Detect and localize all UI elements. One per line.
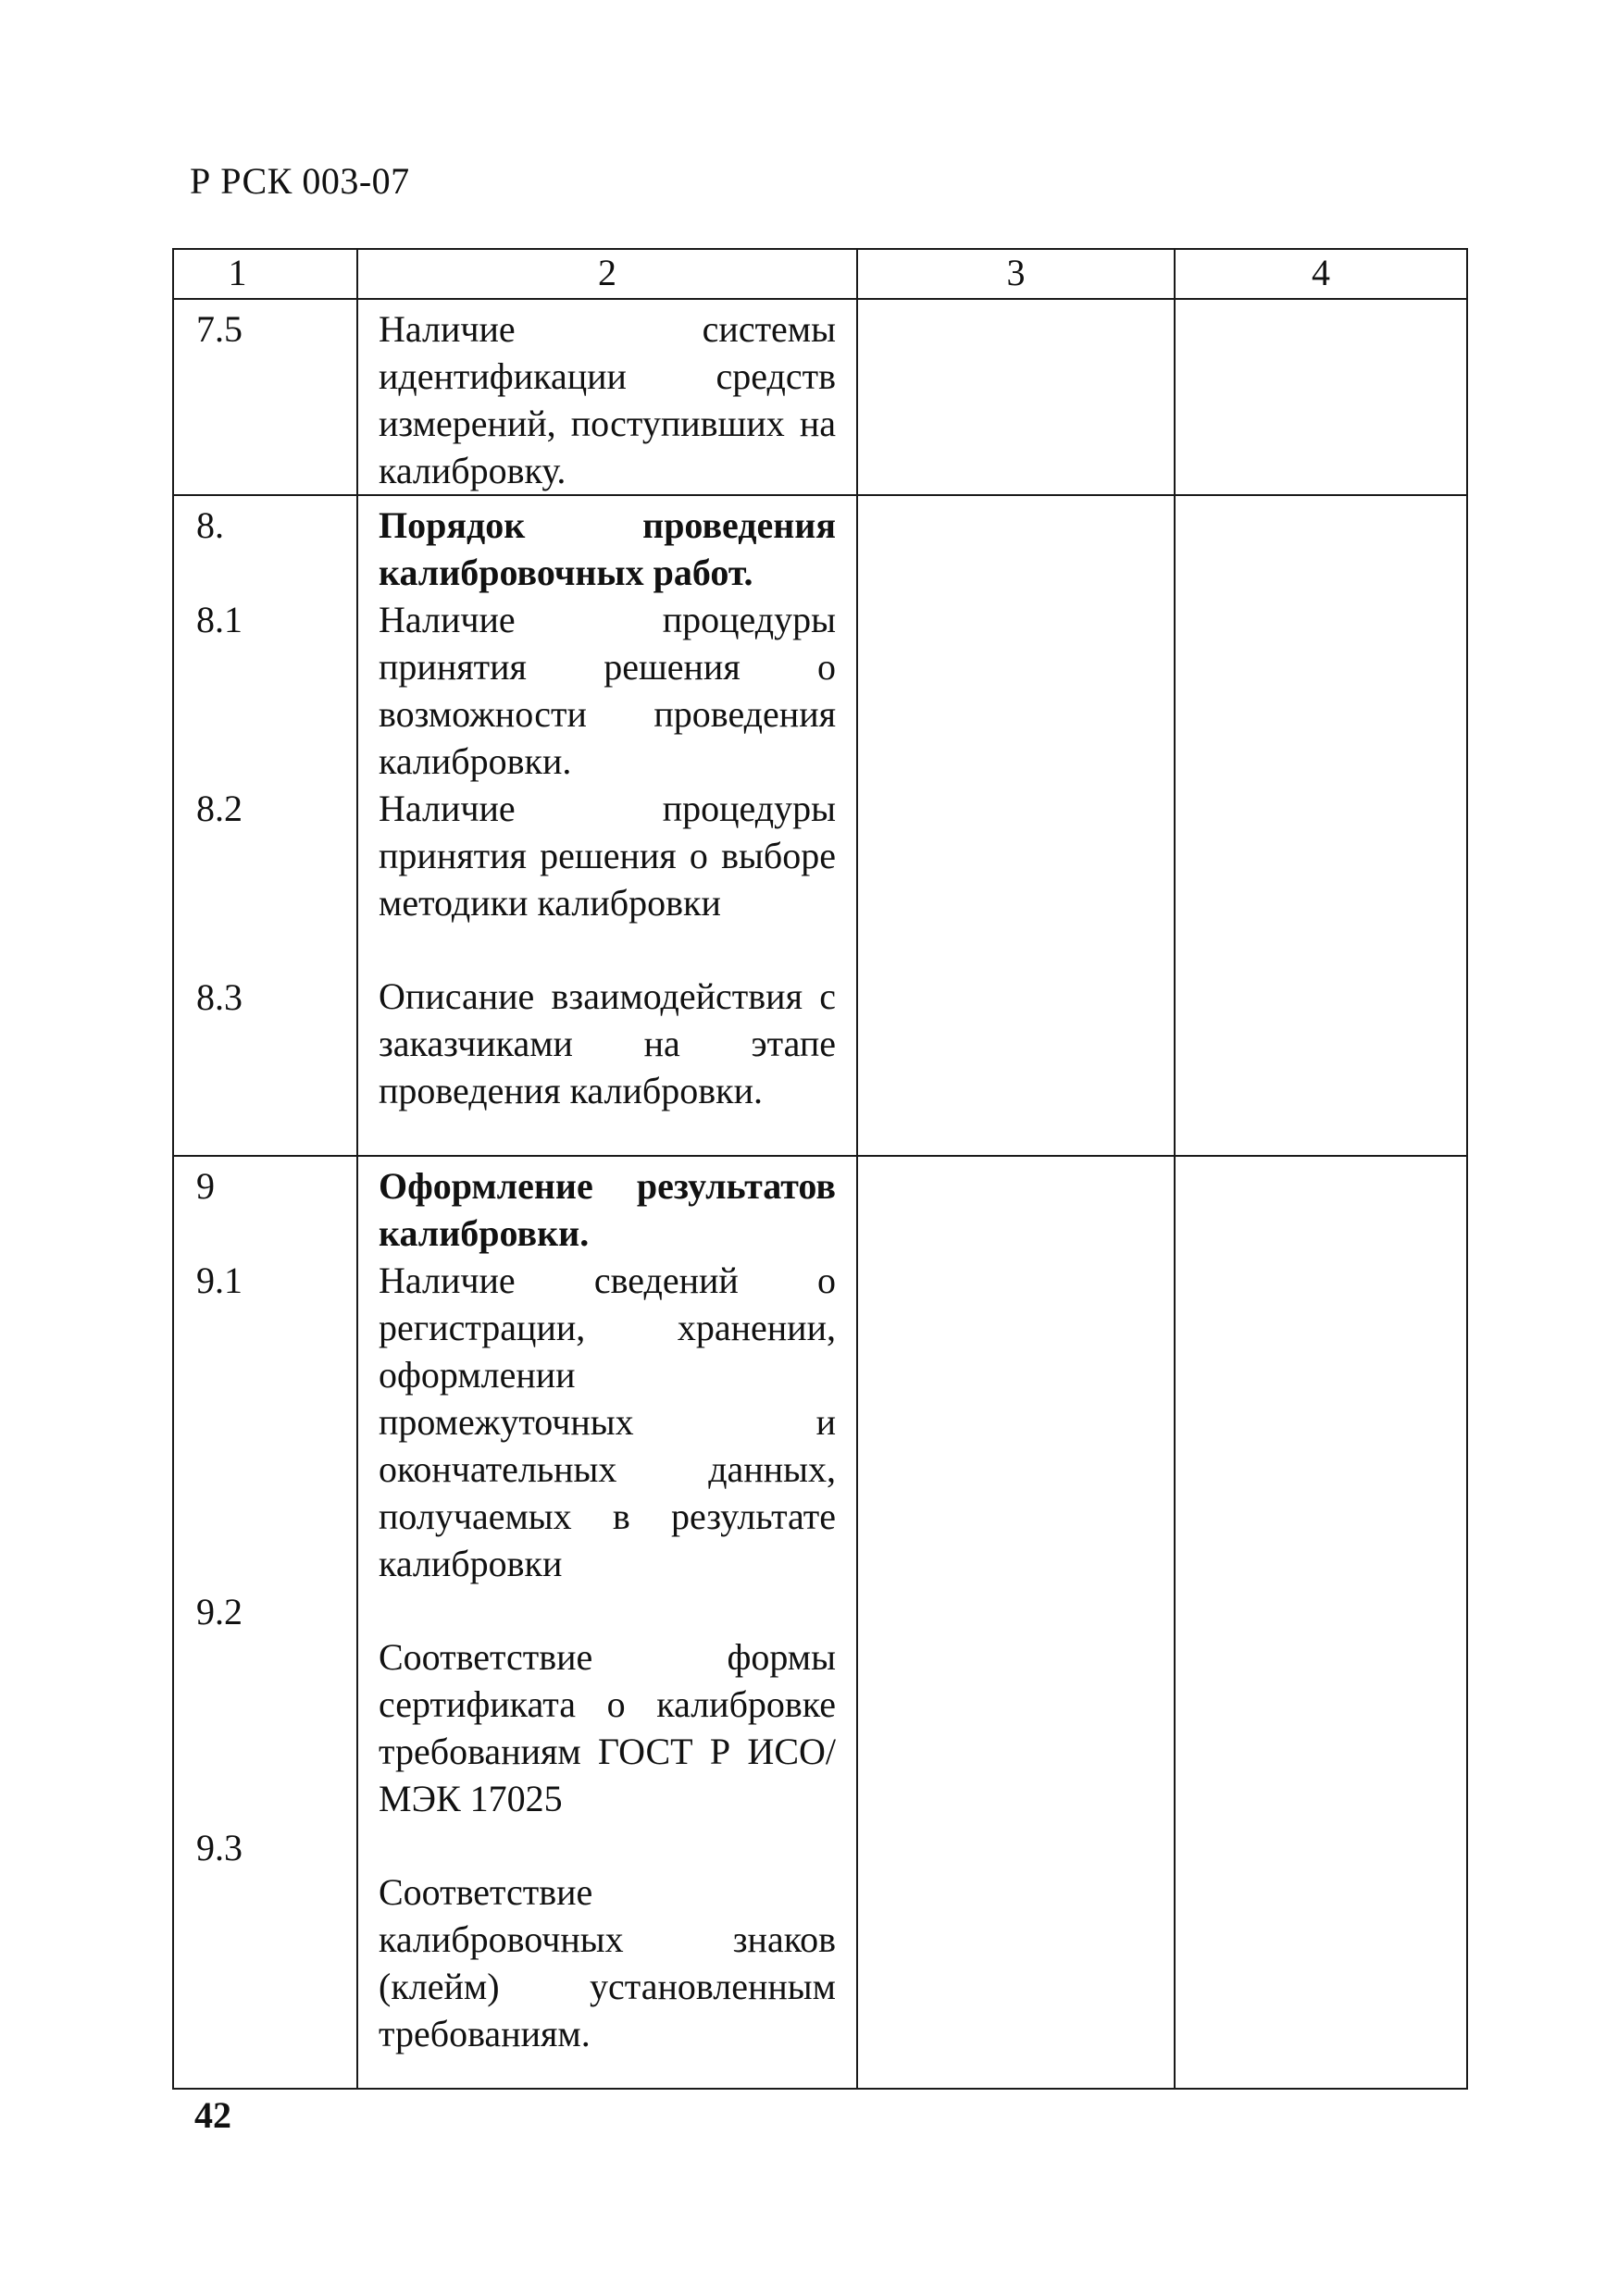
empty-cell-col3	[857, 495, 1175, 1156]
section-title: Оформление результатов калибровки.	[379, 1165, 836, 1254]
item-number: 9.3	[196, 1827, 243, 1868]
item-description-cell	[357, 299, 857, 495]
item-description: Соответствие формы сертификата о калибровке требованиям ГОСТ Р ИСО/МЭК 17025	[379, 1636, 836, 1819]
item-number-cell	[173, 495, 357, 1156]
column-number-row	[173, 249, 1467, 299]
item-number-cell	[173, 299, 357, 495]
column-header-2: 2	[357, 249, 857, 299]
section-title: Порядок проведения калибровочных работ.	[379, 504, 836, 593]
empty-cell-col4	[1175, 299, 1467, 495]
empty-cell-col4	[1175, 495, 1467, 1156]
item-number: 9.1	[196, 1260, 243, 1301]
item-description-cell	[357, 495, 857, 1156]
document-code: Р РСК 003-07	[190, 160, 410, 202]
item-number: 7.5	[196, 308, 243, 350]
item-description: Наличие процедуры принятия решения о возможности проведения калибровки.	[379, 599, 836, 782]
item-description: Наличие сведений о регистрации, хранении, оформлении промежуточных и окончательных данных, получаемых в результате калибровки	[379, 1260, 836, 1584]
column-header-4: 4	[1175, 249, 1467, 299]
item-number: 9.2	[196, 1591, 243, 1632]
table-row-8	[173, 495, 1467, 1156]
item-description: Наличие системы идентификации средств измерений, поступивших на калибровку.	[379, 308, 836, 491]
section-number: 8.	[196, 504, 224, 546]
item-description-cell	[357, 1156, 857, 2089]
item-number: 8.3	[196, 976, 243, 1018]
table-row-9	[173, 1156, 1467, 2089]
item-description: Описание взаимодействия с заказчиками на этапе проведения калибровки.	[379, 975, 836, 1111]
item-description: Соответствие калибровочных знаков (клейм) установленным требованиям.	[379, 1871, 836, 2054]
column-header-3: 3	[857, 249, 1175, 299]
empty-cell-col3	[857, 1156, 1175, 2089]
table-row-7-5	[173, 299, 1467, 495]
item-number-cell	[173, 1156, 357, 2089]
item-number: 8.1	[196, 599, 243, 640]
section-number: 9	[196, 1165, 215, 1207]
empty-cell-col3	[857, 299, 1175, 495]
page-number: 42	[194, 2094, 231, 2136]
empty-cell-col4	[1175, 1156, 1467, 2089]
item-description: Наличие процедуры принятия решения о выборе методики калибровки	[379, 788, 836, 924]
column-header-1: 1	[173, 249, 357, 299]
item-number: 8.2	[196, 788, 243, 829]
checklist-table	[172, 248, 1468, 2090]
